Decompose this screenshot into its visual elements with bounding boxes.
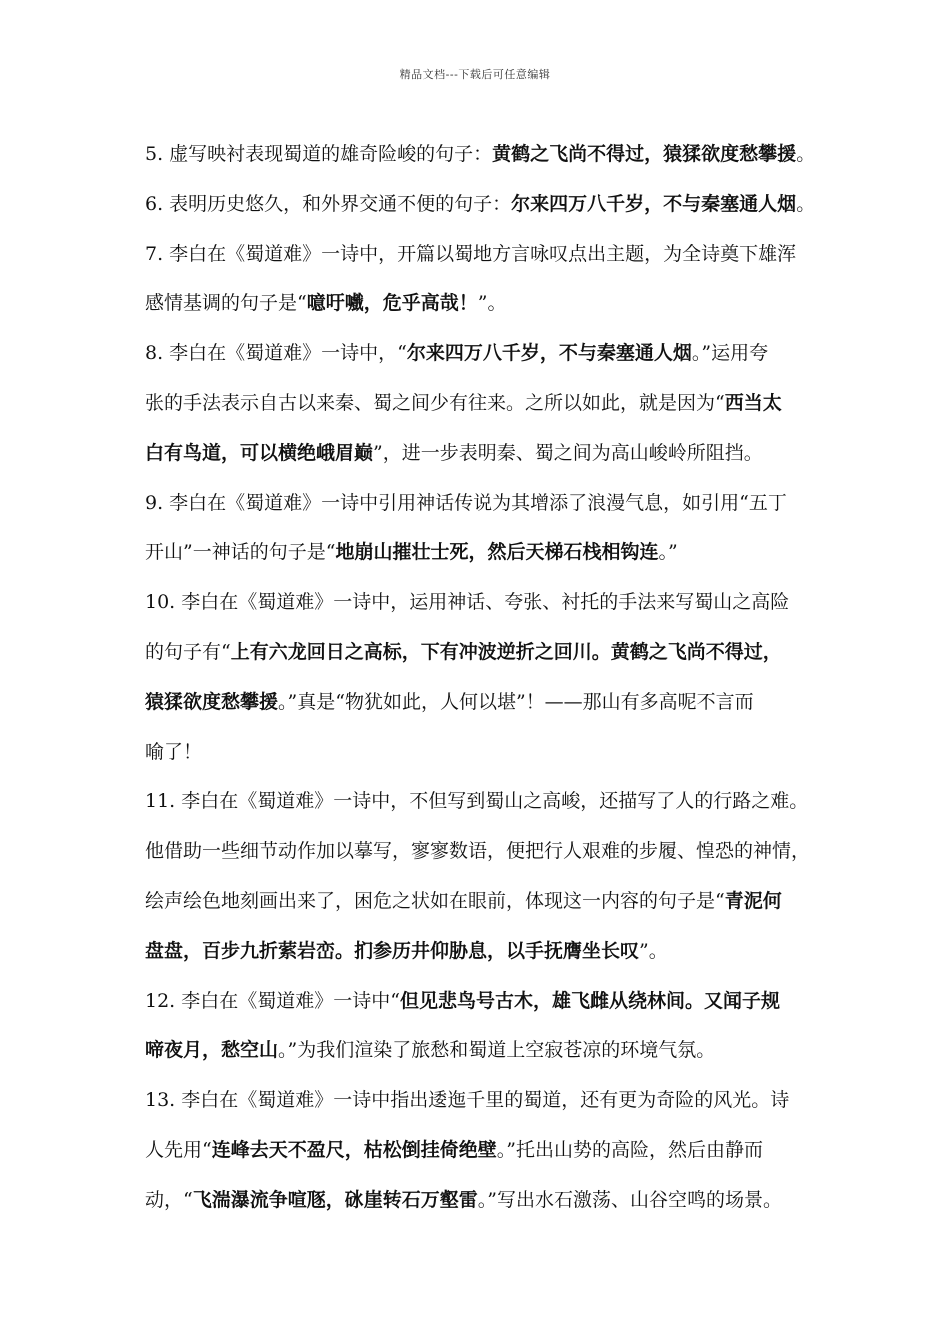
text-line — [145, 578, 825, 628]
text-segment: 。”真是“物犹如此，人何以堪”！——那山有多高呢不言而 — [278, 690, 754, 713]
text-line — [145, 777, 825, 827]
text-segment: 。”运用夸 — [691, 342, 769, 365]
quoted-verse: 尔来四万八千岁，不与秦塞通人烟 — [511, 192, 797, 215]
text-segment: 5. 虚写映衬表现蜀道的雄奇险峻的句子： — [145, 143, 493, 165]
text-line — [145, 130, 825, 180]
quoted-verse: 但见悲鸟号古木，雄飞雌从绕林间。又闻子规 — [399, 989, 780, 1012]
text-segment: 喻了！ — [145, 740, 203, 763]
text-line — [145, 877, 825, 927]
text-segment: 7. 李白在《蜀道难》一诗中，开篇以蜀地方言咏叹点出主题，为全诗奠下雄浑 — [145, 242, 797, 265]
quoted-verse: 黄鹤之飞尚不得过，猿猱欲度愁攀援 — [492, 143, 797, 165]
quoted-verse: 连峰去天不盈尺，枯松倒挂倚绝壁 — [211, 1138, 497, 1161]
quoted-verse: 西当太 — [724, 391, 782, 414]
quoted-verse: 尔来四万八千岁，不与秦塞通人烟 — [406, 342, 692, 365]
text-line — [145, 479, 825, 529]
text-segment: 人先用“ — [145, 1138, 212, 1161]
quoted-verse: 啼夜月，愁空山 — [145, 1039, 279, 1062]
text-segment: 感情基调的句子是“ — [145, 292, 307, 315]
text-segment: 开山”一神话的句子是“ — [145, 541, 336, 564]
text-line — [145, 379, 825, 429]
text-segment: 12. 李白在《蜀道难》一诗中“ — [145, 989, 400, 1012]
text-segment: 10. 李白在《蜀道难》一诗中，运用神话、夸张、衬托的手法来写蜀山之高险 — [145, 591, 790, 614]
text-segment: 9. 李白在《蜀道难》一诗中引用神话传说为其增添了浪漫气息，如引用“五丁 — [145, 491, 787, 514]
text-line — [145, 279, 825, 329]
text-segment: 。 — [796, 143, 816, 165]
text-line — [145, 528, 825, 578]
quoted-verse: 猿猱欲度愁攀援 — [145, 690, 279, 713]
text-line — [145, 977, 825, 1027]
quoted-verse: 白有鸟道，可以横绝峨眉巅 — [145, 441, 374, 464]
text-segment: 8. 李白在《蜀道难》一诗中，“ — [145, 342, 407, 365]
quoted-verse: 盘盘，百步九折萦岩峦。扪参历井仰胁息，以手抚膺坐长叹 — [145, 939, 640, 962]
text-line — [145, 678, 825, 728]
text-segment: 绘声绘色地刻画出来了，困危之状如在眼前，体现这一内容的句子是“ — [145, 889, 725, 912]
quoted-verse: 噫吁嚱，危乎高哉！ — [306, 292, 478, 315]
document-body — [145, 130, 825, 1226]
page-header: 精品文档---下载后可任意编辑 — [399, 68, 551, 81]
quoted-verse: 地崩山摧壮士死，然后天梯石栈相钩连 — [335, 541, 659, 564]
text-line — [145, 329, 825, 379]
text-segment: ”。 — [639, 939, 668, 962]
text-segment: 。”写出水石激荡、山谷空鸣的场景。 — [477, 1188, 782, 1211]
text-segment: 的句子有“ — [145, 640, 231, 663]
text-segment: 11. 李白在《蜀道难》一诗中，不但写到蜀山之高峻，还描写了人的行路之难。 — [145, 790, 809, 813]
text-line — [145, 230, 825, 280]
text-line — [145, 728, 825, 778]
text-line — [145, 1176, 825, 1226]
text-line — [145, 180, 825, 230]
text-line — [145, 1076, 825, 1126]
text-segment: ”。 — [477, 292, 507, 315]
text-segment: 6. 表明历史悠久，和外界交通不便的句子： — [145, 192, 512, 215]
text-segment: 。”为我们渲染了旅愁和蜀道上空寂苍凉的环境气氛。 — [278, 1039, 716, 1062]
text-segment: 13. 李白在《蜀道难》一诗中指出逶迤千里的蜀道，还有更为奇险的风光。诗 — [145, 1089, 790, 1112]
text-segment: ”，进一步表明秦、蜀之间为高山峻岭所阻挡。 — [373, 441, 763, 464]
text-line — [145, 429, 825, 479]
text-line — [145, 827, 825, 877]
text-segment: 。” — [658, 541, 678, 564]
text-line — [145, 1126, 825, 1176]
text-segment: 动，“ — [145, 1188, 193, 1211]
text-line — [145, 628, 825, 678]
text-segment: 张的手法表示自古以来秦、蜀之间少有往来。之所以如此，就是因为“ — [145, 391, 725, 414]
text-line — [145, 927, 825, 977]
text-line — [145, 1026, 825, 1076]
quoted-verse: 上有六龙回日之高标，下有冲波逆折之回川。黄鹤之飞尚不得过， — [230, 640, 782, 663]
text-segment: 。 — [796, 192, 816, 215]
text-segment: 。”托出山势的高险，然后由静而 — [496, 1138, 763, 1161]
quoted-verse: 青泥何 — [724, 889, 782, 912]
quoted-verse: 飞湍瀑流争喧豗，砯崖转石万壑雷 — [192, 1188, 478, 1211]
text-segment: 他借助一些细节动作加以摹写，寥寥数语，便把行人艰难的步履、惶恐的神情， — [145, 840, 811, 863]
